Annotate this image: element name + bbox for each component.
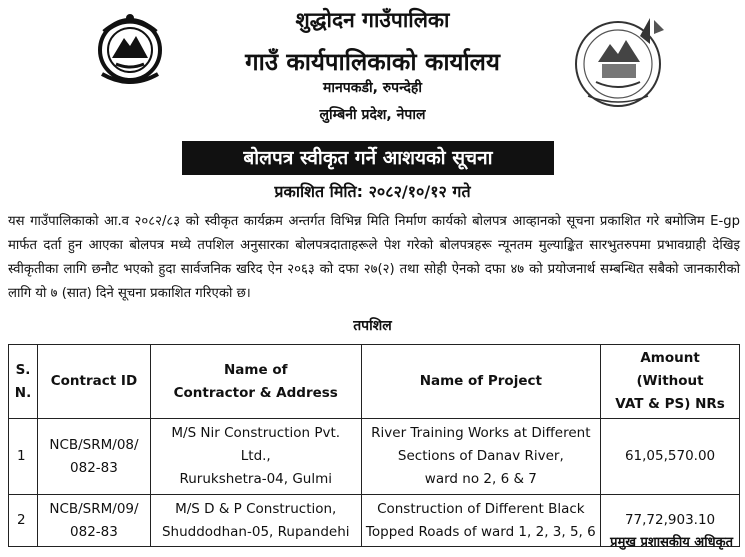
office-name: गाउँ कार्यपालिकाको कार्यालय — [245, 48, 500, 76]
table-row — [9, 419, 740, 495]
contractor-line1: M/S Nir Construction Pvt. Ltd., — [171, 425, 341, 464]
contracts-table — [8, 344, 740, 547]
notice-title-banner: बोलपत्र स्वीकृत गर्ने आशयको सूचना — [182, 141, 554, 175]
header-sn-line2: N. — [14, 384, 32, 401]
project-line3: ward no 2, 6 & 7 — [424, 471, 537, 487]
contractor-line2: Rurukshetra-04, Gulmi — [179, 471, 333, 487]
header-contractor — [150, 345, 361, 419]
header-contractor-line1: Name of — [224, 361, 288, 378]
notice-body: यस गाउँपालिकाको आ.व २०८२/८३ को स्वीकृत कार्यक्रम अन्तर्गत विभिन्न मिति निर्माण कार्यको बोलपत्र आव्हानको सूचना प्रकाशित गरे बमोजिम E-gp मार्फत दर्ता हुन आएका बोलपत्र मध्ये तपशिल अनुसारका बोलपत्रदाताहरूले पेश गरेको बोलपत्रहरू न्यूनतम मुल्याङ्कित सारभुतरुपमा प्रभावग्राही देखिइ स्वीकृतीका लागि छनौट भएको हुदा सार्वजनिक खरिद ऐन २०६३ को दफा २७(२) तथा सोही ऐनको दफा ४७ को प्रयोजनार्थ सम्बन्धित सबैको जानकारीको लागि यो ७ (सात) दिने सूचना प्रकाशित गरिएको छ। — [8, 214, 740, 301]
org-name: शुद्धोदन गाउँपालिका — [295, 8, 450, 32]
office-address: मानपकडी, रुपन्देही — [323, 80, 422, 96]
project-line2: Topped Roads of ward 1, 2, 3, 5, 6 — [365, 523, 596, 540]
row-contract-id — [37, 419, 150, 495]
header-amount — [601, 345, 740, 419]
project-line1: River Training Works at Different — [371, 425, 591, 441]
header-contractor-line2: Contractor & Address — [173, 384, 338, 401]
row-contract-id — [37, 495, 150, 547]
details-label: तपशिल — [353, 318, 392, 334]
row-contractor — [150, 419, 361, 495]
table-header-row — [9, 345, 740, 419]
signature-title: प्रमुख प्रशासकीय अधिकृत — [610, 535, 733, 550]
header-amount-line2: VAT & PS) NRs — [615, 396, 725, 412]
header-sn-line1: S. — [15, 361, 31, 378]
project-line2: Sections of Danav River, — [397, 448, 564, 464]
published-date: प्रकाशित मिति: २०८२/१०/१२ गते — [274, 182, 471, 201]
row-sn: 1 — [9, 419, 38, 495]
row-project — [361, 419, 601, 495]
contract-id-line1: NCB/SRM/08/ — [49, 436, 139, 453]
project-line1: Construction of Different Black — [377, 500, 585, 517]
header-sn — [9, 345, 38, 419]
contract-id-line2: 082-83 — [70, 523, 118, 540]
row-amount: 61,05,570.00 — [601, 419, 740, 495]
row-project — [361, 495, 601, 547]
header-amount-line1: Amount (Without — [636, 350, 704, 389]
row-contractor — [150, 495, 361, 547]
contract-id-line2: 082-83 — [70, 459, 118, 476]
contractor-line2: Shuddodhan-05, Rupandehi — [161, 523, 350, 540]
contractor-line1: M/S D & P Construction, — [175, 500, 337, 517]
contract-id-line1: NCB/SRM/09/ — [49, 500, 139, 517]
office-province: लुम्बिनी प्रदेश, नेपाल — [319, 107, 426, 123]
row-sn: 2 — [9, 495, 38, 547]
row-amount: 77,72,903.10 — [601, 495, 740, 547]
header-contract-id: Contract ID — [37, 345, 150, 419]
header-project: Name of Project — [361, 345, 601, 419]
